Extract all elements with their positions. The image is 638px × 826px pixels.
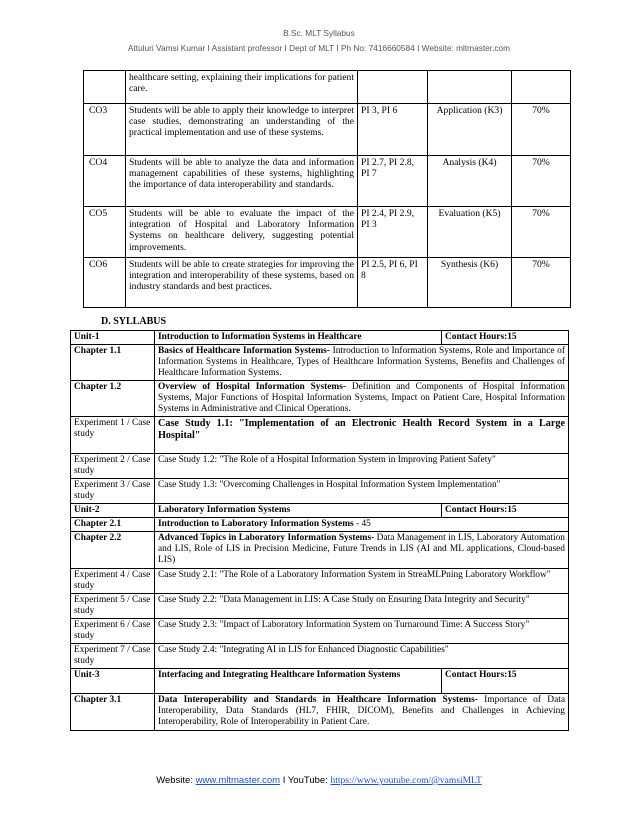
experiment-content: Case Study 1.3: "Overcoming Challenges in Hospital Information System Implementation" bbox=[155, 479, 569, 504]
chapter-row bbox=[71, 694, 569, 731]
chapter-label: Chapter 2.2 bbox=[71, 532, 155, 569]
chapter-label: Chapter 3.1 bbox=[71, 694, 155, 731]
co-description: Students will be able to create strategies for improving the integration and interoperability of these systems, based on industry standards and best practices. bbox=[126, 258, 358, 308]
unit-row bbox=[71, 504, 569, 518]
unit-label: Unit-1 bbox=[71, 331, 155, 345]
experiment-label: Experiment 4 / Case study bbox=[71, 569, 155, 594]
co-description: Students will be able to analyze the data and information management capabilities of these systems, highlighting the importance of data interoperability and standards. bbox=[126, 156, 358, 207]
header-author-line: Attuluri Vamsi Kumar I Assistant professor I Dept of MLT I Ph No: 7416660584 I Website: mltmaster.com bbox=[127, 43, 511, 53]
unit-label: Unit-3 bbox=[71, 669, 155, 694]
experiment-row bbox=[71, 594, 569, 619]
footer bbox=[0, 775, 638, 786]
experiment-content: Case Study 1.1: "Implementation of an Electronic Health Record System in a Large Hospital" bbox=[155, 417, 569, 454]
co-description: Students will be able to apply their knowledge to interpret case studies, demonstrating an understanding of the practical implementation and use of these systems. bbox=[126, 104, 358, 156]
header-title: B.Sc. MLT Syllabus bbox=[283, 28, 355, 38]
chapter-text: - 45 bbox=[353, 519, 371, 529]
chapter-row bbox=[71, 518, 569, 532]
experiment-label: Experiment 6 / Case study bbox=[71, 619, 155, 644]
experiment-label: Experiment 1 / Case study bbox=[71, 417, 155, 454]
youtube-link[interactable]: https://www.youtube.com/@vamsiMLT bbox=[330, 776, 482, 786]
experiment-label: Experiment 7 / Case study bbox=[71, 644, 155, 669]
experiment-label: Experiment 3 / Case study bbox=[71, 479, 155, 504]
experiment-content: Case Study 2.1: "The Role of a Laboratory Information System in StreaMLPning Laboratory Workflow" bbox=[155, 569, 569, 594]
experiment-row bbox=[71, 479, 569, 504]
experiment-content: Case Study 2.4: "Integrating AI in LIS for Enhanced Diagnostic Capabilities" bbox=[155, 644, 569, 669]
experiment-row bbox=[71, 454, 569, 479]
experiment-content: Case Study 2.3: "Impact of Laboratory Information System on Turnaround Time: A Success Story" bbox=[155, 619, 569, 644]
chapter-label: Chapter 1.1 bbox=[71, 345, 155, 381]
co-description: Students will be able to evaluate the impact of the integration of Hospital and Laboratory Information Systems on healthcare delivery, suggesting potential improvements. bbox=[126, 207, 358, 258]
chapter-heading: Advanced Topics in Laboratory Information Systems- bbox=[158, 533, 375, 543]
chapter-content bbox=[155, 694, 569, 731]
co-percent: 70% bbox=[512, 104, 571, 156]
table-row bbox=[84, 156, 571, 207]
chapter-row bbox=[71, 345, 569, 381]
chapter-text-prefix: Importance of Data Interoperability, bbox=[158, 695, 565, 716]
unit-row bbox=[71, 331, 569, 345]
unit-title: Laboratory Information Systems bbox=[155, 504, 442, 518]
chapter-heading: Data Interoperability and Standards in Healthcare Information Systems- bbox=[158, 695, 478, 705]
unit-title: Introduction to Information Systems in Healthcare bbox=[155, 331, 442, 345]
co-percent: 70% bbox=[512, 156, 571, 207]
chapter-text: Data Standards (HL7, FHIR, DICOM), Benefits and Challenges in Achieving Interoperability, Role of Interoperability in Patient Care. bbox=[158, 706, 565, 727]
chapter-row bbox=[71, 381, 569, 417]
co-percent: 70% bbox=[512, 258, 571, 308]
contact-hours: Contact Hours:15 bbox=[442, 504, 569, 518]
experiment-label: Experiment 5 / Case study bbox=[71, 594, 155, 619]
chapter-text: Definition and Components of Hospital Information Systems, Major Functions of Hospital Information Systems, Impact on Patient Care, Hospital Information Systems in Administrative and Clinical Operations. bbox=[158, 382, 565, 414]
experiment-row bbox=[71, 644, 569, 669]
contact-hours: Contact Hours:15 bbox=[442, 669, 569, 694]
chapter-text: Data Management in LIS, Laboratory Automation and LIS, Role of LIS in Precision Medicine, Future Trends in LIS (AI and ML applications, Cloud-based LIS) bbox=[158, 533, 565, 565]
co-id: CO5 bbox=[84, 207, 126, 258]
chapter-label: Chapter 1.2 bbox=[71, 381, 155, 417]
experiment-content: Case Study 1.2: "The Role of a Hospital Information System in Improving Patient Safety" bbox=[155, 454, 569, 479]
experiment-row bbox=[71, 417, 569, 454]
experiment-row bbox=[71, 569, 569, 594]
co-level: Evaluation (K5) bbox=[428, 207, 512, 258]
co-id bbox=[84, 71, 126, 104]
co-percent bbox=[512, 71, 571, 104]
unit-row bbox=[71, 669, 569, 694]
table-row bbox=[84, 104, 571, 156]
footer-website-label: Website: bbox=[156, 775, 196, 786]
co-pi: PI 2.7, PI 2.8, PI 7 bbox=[358, 156, 428, 207]
chapter-label: Chapter 2.1 bbox=[71, 518, 155, 532]
experiment-content: Case Study 2.2: "Data Management in LIS: A Case Study on Ensuring Data Integrity and Security" bbox=[155, 594, 569, 619]
co-level bbox=[428, 71, 512, 104]
co-percent: 70% bbox=[512, 207, 571, 258]
co-pi bbox=[358, 71, 428, 104]
chapter-content bbox=[155, 381, 569, 417]
course-outcomes-table bbox=[83, 70, 571, 308]
experiment-label: Experiment 2 / Case study bbox=[71, 454, 155, 479]
experiment-row bbox=[71, 619, 569, 644]
unit-label: Unit-2 bbox=[71, 504, 155, 518]
co-pi: PI 3, PI 6 bbox=[358, 104, 428, 156]
table-row bbox=[84, 207, 571, 258]
co-id: CO3 bbox=[84, 104, 126, 156]
chapter-text: Introduction to Information Systems, Role and Importance of Information Systems in Healthcare, Types of Healthcare Information Systems, Benefits and Challenges of Healthcare Information Systems. bbox=[158, 346, 565, 378]
website-link[interactable]: www.mltmaster.com bbox=[195, 775, 281, 786]
co-pi: PI 2.4, PI 2.9, PI 3 bbox=[358, 207, 428, 258]
chapter-heading: Introduction to Laboratory Information Systems bbox=[158, 519, 354, 529]
unit-title: Interfacing and Integrating Healthcare Information Systems bbox=[155, 669, 442, 694]
table-row bbox=[84, 71, 571, 104]
table-row bbox=[84, 258, 571, 308]
chapter-heading: Overview of Hospital Information Systems- bbox=[158, 382, 347, 392]
chapter-content bbox=[155, 518, 569, 532]
co-level: Analysis (K4) bbox=[428, 156, 512, 207]
chapter-content bbox=[155, 532, 569, 569]
chapter-heading: Basics of Healthcare Information Systems- bbox=[158, 346, 330, 356]
chapter-content bbox=[155, 345, 569, 381]
co-description: healthcare setting, explaining their implications for patient care. bbox=[126, 71, 358, 104]
co-id: CO4 bbox=[84, 156, 126, 207]
footer-separator: I YouTube: bbox=[280, 775, 331, 786]
co-level: Application (K3) bbox=[428, 104, 512, 156]
section-heading-syllabus: D. SYLLABUS bbox=[101, 316, 167, 327]
syllabus-table bbox=[70, 330, 569, 731]
co-level: Synthesis (K6) bbox=[428, 258, 512, 308]
contact-hours: Contact Hours:15 bbox=[442, 331, 569, 345]
co-id: CO6 bbox=[84, 258, 126, 308]
co-pi: PI 2.5, PI 6, PI 8 bbox=[358, 258, 428, 308]
chapter-row bbox=[71, 532, 569, 569]
